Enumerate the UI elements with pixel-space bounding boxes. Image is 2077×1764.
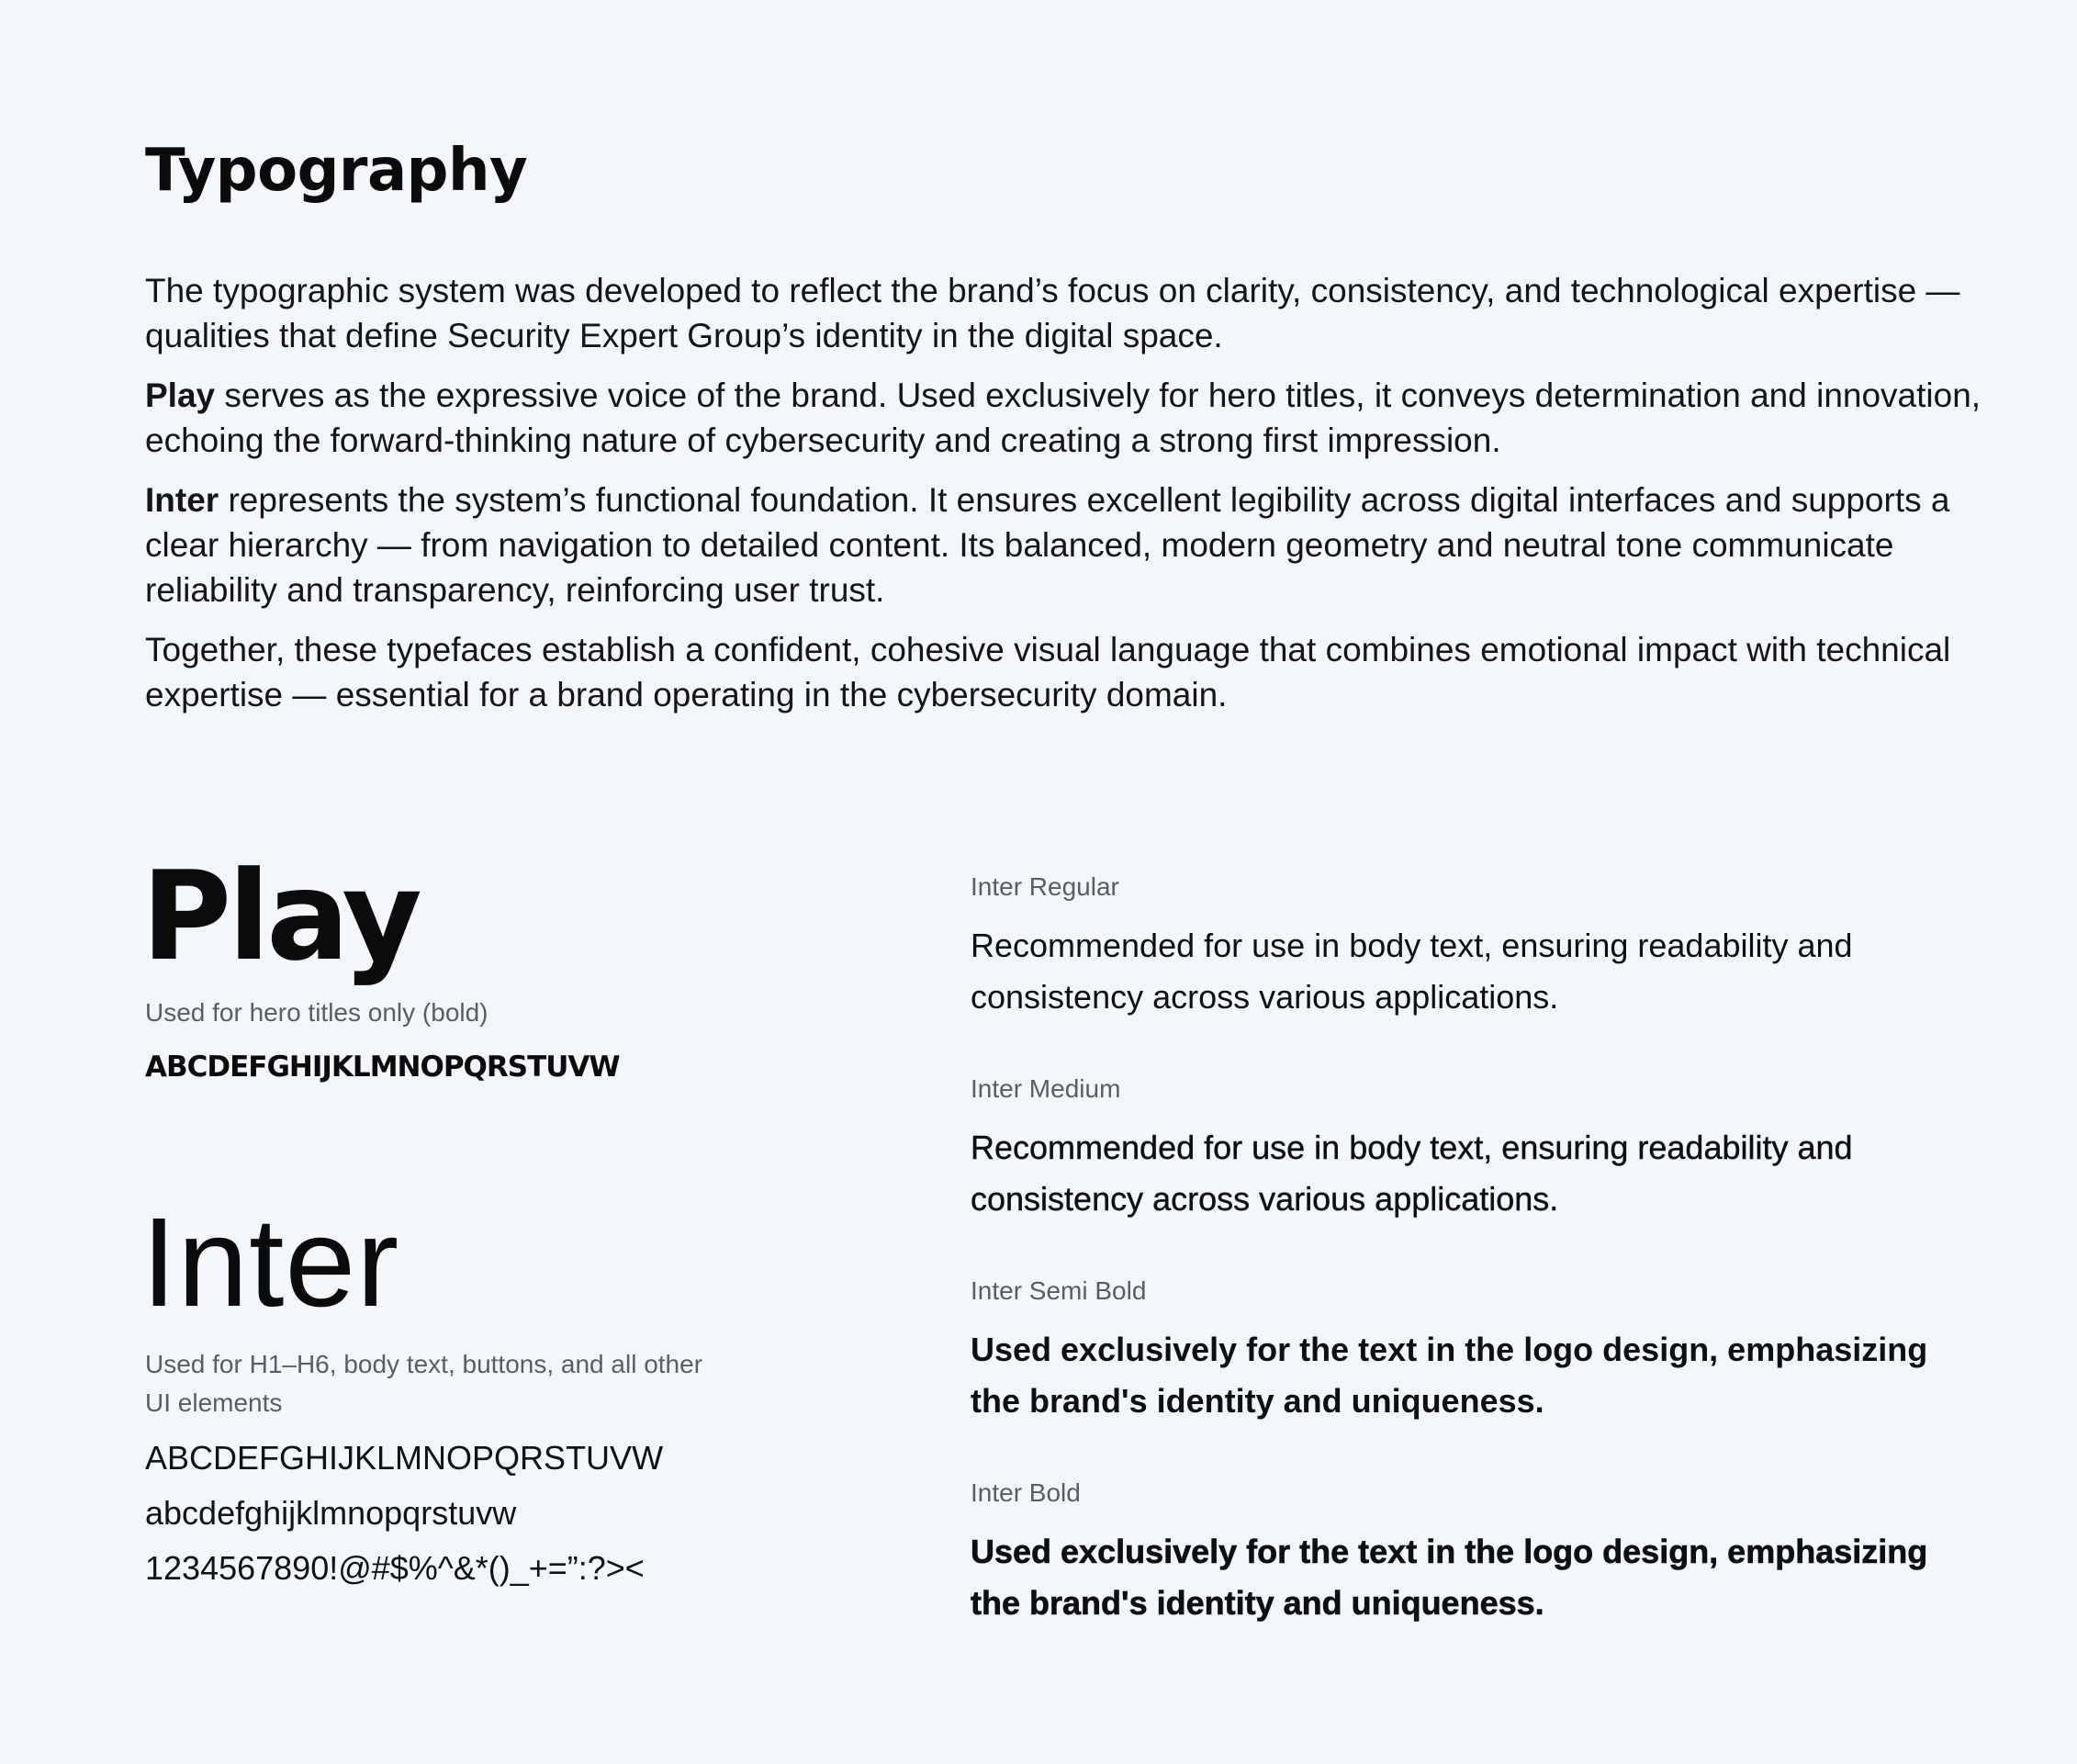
weight-label: Inter Semi Bold	[971, 1276, 1147, 1305]
inter-font-mention: Inter	[145, 481, 219, 519]
inter-symbols: 1234567890!@#$%^&*()_+=”:?><	[145, 1549, 645, 1587]
inter-description: represents the system’s functional foundation. It ensures excellent legibility across digital interfaces and supports a clear hierarchy — from navigation to detailed content. Its balanced, modern geometry and neutral tone communicate reliability and transparency, reinforcing user trust.	[145, 481, 1950, 609]
play-font-alphabet: ABCDEFGHIJKLMNOPQRSTUVW	[145, 1051, 620, 1084]
intro-text	[145, 268, 1982, 732]
page-title: Typography	[145, 137, 528, 205]
intro-paragraph-play	[145, 373, 1982, 463]
weight-sample: Used exclusively for the text in the logo design, emphasizing the brand's identity and uniqueness.	[971, 1331, 1928, 1420]
inter-weights-list	[971, 867, 1981, 1675]
weight-sample: Recommended for use in body text, ensuring readability and consistency across various applications.	[971, 1129, 1853, 1218]
weight-sample: Used exclusively for the text in the logo design, emphasizing the brand's identity and uniqueness.	[971, 1533, 1928, 1622]
weight-sample: Recommended for use in body text, ensuring readability and consistency across various applications.	[971, 927, 1853, 1016]
intro-paragraph-summary: Together, these typefaces establish a confident, cohesive visual language that combines emotional impact with technical expertise — essential for a brand operating in the cybersecurity domain.	[145, 631, 1951, 713]
weight-label: Inter Medium	[971, 1074, 1121, 1103]
inter-uppercase: ABCDEFGHIJKLMNOPQRSTUVW	[145, 1439, 664, 1477]
inter-lowercase: abcdefghijklmnopqrstuvw	[145, 1494, 517, 1532]
play-font-mention: Play	[145, 376, 216, 414]
intro-paragraph-inter	[145, 478, 1982, 612]
play-description: serves as the expressive voice of the brand. Used exclusively for hero titles, it conveys determination and innovation, echoing the forward-thinking nature of cybersecurity and creating a strong first impression.	[145, 376, 1982, 459]
play-font-note: Used for hero titles only (bold)	[145, 998, 488, 1027]
weight-medium	[971, 1069, 1981, 1271]
inter-font-specimen: Inter	[141, 1192, 400, 1333]
inter-character-set	[145, 1431, 663, 1596]
weight-bold	[971, 1473, 1981, 1675]
intro-paragraph: The typographic system was developed to reflect the brand’s focus on clarity, consistency, and technological expertise — qualities that define Security Expert Group’s identity in the digital space.	[145, 272, 1960, 354]
inter-font-note: Used for H1–H6, body text, buttons, and all other UI elements	[145, 1350, 703, 1417]
weight-semibold	[971, 1271, 1981, 1473]
weight-label: Inter Bold	[971, 1478, 1081, 1507]
play-font-specimen: Play	[141, 845, 419, 988]
weight-label: Inter Regular	[971, 872, 1119, 901]
weight-regular	[971, 867, 1981, 1069]
